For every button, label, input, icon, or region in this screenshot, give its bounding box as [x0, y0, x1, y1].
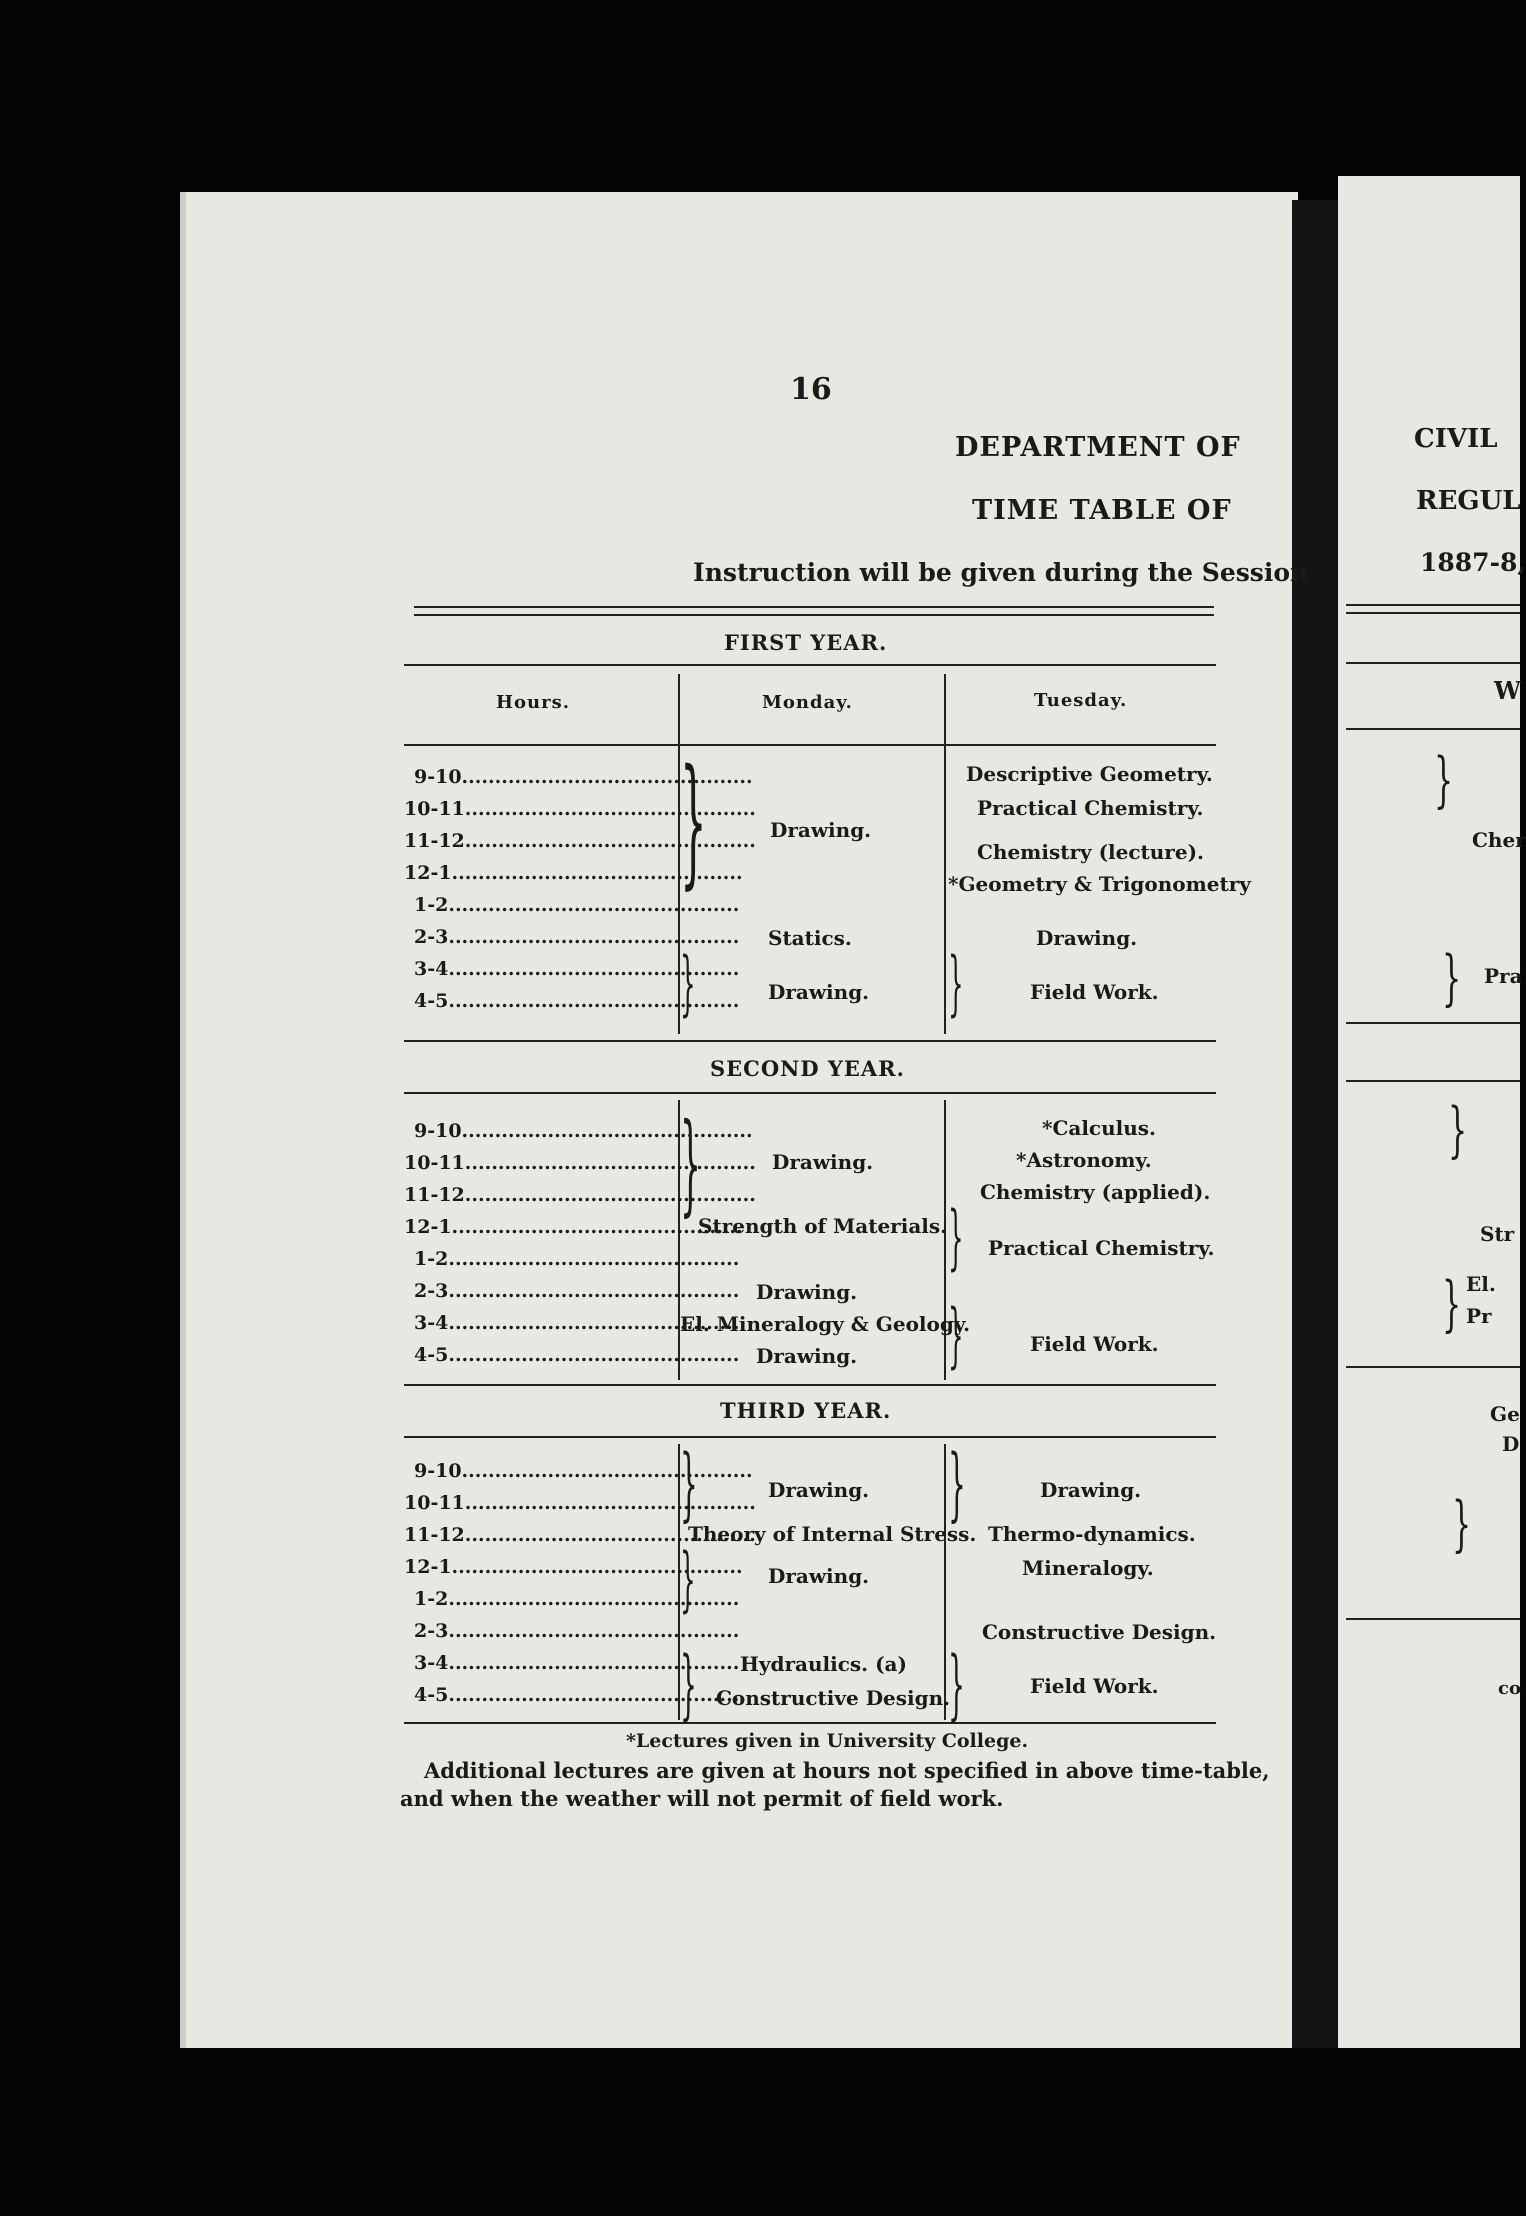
first-tuesday-descriptive: Descriptive Geometry.: [966, 762, 1213, 786]
rule: [404, 664, 1216, 666]
second-tuesday-field: Field Work.: [1030, 1332, 1159, 1356]
facing-frag: W: [1494, 676, 1521, 705]
brace: }: [680, 1437, 698, 1530]
facing-rule: [1346, 728, 1520, 730]
heading-time-table: TIME TABLE OF: [972, 495, 1232, 526]
facing-line3: 1887-8,: [1420, 548, 1526, 577]
facing-rule: [1346, 1022, 1520, 1024]
brace: }: [680, 1639, 697, 1728]
first-tuesday-field: Field Work.: [1030, 980, 1159, 1004]
heading-session: Instruction will be given during the Session: [693, 558, 1309, 587]
hour-row: 3-4............................................: [404, 958, 674, 980]
book-gutter: [1292, 200, 1338, 2048]
third-monday-drawing-2: Drawing.: [768, 1564, 870, 1588]
hour-row: 2-3............................................: [404, 1620, 674, 1642]
hour-row: 10-11............................................: [404, 1152, 756, 1174]
hour-label: 9-10: [414, 766, 462, 788]
facing-rule: [1346, 1366, 1520, 1368]
first-monday-statics: Statics.: [768, 926, 852, 950]
hour-row: 2-3............................................: [404, 926, 674, 948]
facing-line2: REGUL: [1416, 486, 1521, 516]
facing-frag: Cher: [1472, 828, 1526, 852]
second-monday-strength: Strength of Materials.: [698, 1214, 948, 1238]
hour-row: 9-10............................................: [404, 766, 674, 788]
hour-label: 10-11: [404, 1492, 465, 1514]
hour-row: 9-10............................................: [404, 1120, 674, 1142]
hour-row: 12-1............................................: [404, 862, 743, 884]
hour-row: 11-12............................................: [404, 830, 756, 852]
hour-label: 12-1: [404, 862, 452, 884]
note-line-2: and when the weather will not permit of field work.: [400, 1786, 1004, 1811]
rule: [404, 1722, 1216, 1724]
hour-row: 10-11............................................: [404, 798, 756, 820]
hour-row: 4-5............................................: [404, 1344, 674, 1366]
rule: [404, 1384, 1216, 1386]
brace: }: [680, 1099, 701, 1227]
hour-row: 1-2............................................: [404, 1588, 674, 1610]
hour-row: 12-1............................................: [404, 1556, 743, 1578]
third-tuesday-design: Constructive Design.: [982, 1620, 1217, 1644]
second-year-title: SECOND YEAR.: [710, 1056, 905, 1081]
hour-row: 3-4............................................: [404, 1312, 674, 1334]
facing-rule: [1346, 1618, 1520, 1620]
first-tuesday-chemistry: Chemistry (lecture).: [977, 840, 1204, 864]
hour-label: 1-2: [414, 894, 449, 916]
first-tuesday-drawing: Drawing.: [1036, 926, 1138, 950]
third-monday-design: Constructive Design.: [716, 1686, 951, 1710]
hour-label: 11-12: [404, 1524, 465, 1546]
facing-rule: [1346, 1080, 1520, 1082]
second-tuesday-astronomy: *Astronomy.: [1016, 1148, 1152, 1172]
facing-rule: [1346, 662, 1520, 664]
page-number: 16: [790, 372, 832, 407]
brace: }: [948, 1639, 965, 1728]
facing-page: [1338, 176, 1526, 2048]
col-divider: [944, 674, 946, 1034]
brace: }: [680, 942, 696, 1024]
hour-row: 2-3............................................: [404, 1280, 674, 1302]
second-tuesday-practical: Practical Chemistry.: [988, 1236, 1215, 1260]
hour-row: 1-2............................................: [404, 1248, 674, 1270]
facing-frag: co: [1498, 1678, 1521, 1699]
facing-rule: [1346, 604, 1520, 606]
col-divider: [944, 1444, 946, 1720]
note-line-1: Additional lectures are given at hours not specified in above time-table,: [424, 1758, 1270, 1783]
hour-label: 1-2: [414, 1248, 449, 1270]
hour-row: 11-12............................................: [404, 1524, 756, 1546]
hour-label: 2-3: [414, 1280, 449, 1302]
hour-row: 12-1............................................: [404, 1216, 743, 1238]
hour-row: 1-2............................................: [404, 894, 674, 916]
facing-brace: }: [1452, 1489, 1472, 1559]
rule: [404, 1040, 1216, 1042]
hour-row: 4-5............................................: [404, 990, 674, 1012]
second-monday-drawing-3: Drawing.: [756, 1344, 858, 1368]
rule: [404, 744, 1216, 746]
first-monday-drawing: Drawing.: [770, 818, 872, 842]
hour-label: 3-4: [414, 958, 449, 980]
brace: }: [948, 1196, 964, 1278]
double-rule: [414, 606, 1214, 608]
hour-label: 10-11: [404, 798, 465, 820]
second-monday-mineralogy: El. Mineralogy & Geology.: [680, 1312, 971, 1336]
brace: }: [948, 1437, 966, 1530]
col-divider: [944, 1100, 946, 1380]
hour-label: 3-4: [414, 1312, 449, 1334]
first-tuesday-geometry: *Geometry & Trigonometry: [948, 872, 1251, 896]
third-year-title: THIRD YEAR.: [720, 1398, 892, 1423]
hour-label: 4-5: [414, 1684, 449, 1706]
hour-label: 11-12: [404, 1184, 465, 1206]
facing-brace: }: [1448, 1095, 1468, 1165]
hour-label: 1-2: [414, 1588, 449, 1610]
hour-label: 12-1: [404, 1556, 452, 1578]
rule: [404, 1092, 1216, 1094]
hour-label: 2-3: [414, 926, 449, 948]
third-tuesday-thermo: Thermo-dynamics.: [988, 1522, 1196, 1546]
brace: }: [948, 942, 964, 1024]
hour-label: 12-1: [404, 1216, 452, 1238]
brace: }: [680, 1538, 696, 1620]
hour-label: 2-3: [414, 1620, 449, 1642]
double-rule: [414, 614, 1214, 616]
third-monday-stress: Theory of Internal Stress.: [688, 1522, 977, 1546]
facing-brace: }: [1434, 745, 1454, 815]
facing-frag: Pra: [1484, 964, 1523, 988]
brace: }: [948, 1294, 964, 1376]
facing-frag: Pr: [1466, 1304, 1492, 1328]
footnote: *Lectures given in University College.: [626, 1730, 1029, 1752]
facing-line1: CIVIL: [1414, 424, 1498, 454]
col-hours: Hours.: [496, 692, 570, 713]
hour-row: 10-11............................................: [404, 1492, 756, 1514]
hour-row: 11-12............................................: [404, 1184, 756, 1206]
hour-label: 4-5: [414, 1344, 449, 1366]
facing-brace: }: [1442, 1269, 1462, 1339]
third-tuesday-mineralogy: Mineralogy.: [1022, 1556, 1154, 1580]
hour-row: 4-5............................................: [404, 1684, 674, 1706]
hour-label: 9-10: [414, 1460, 462, 1482]
third-tuesday-field: Field Work.: [1030, 1674, 1159, 1698]
facing-brace: }: [1442, 943, 1462, 1013]
third-monday-drawing: Drawing.: [768, 1478, 870, 1502]
rule: [404, 1436, 1216, 1438]
hour-label: 11-12: [404, 830, 465, 852]
second-monday-drawing-2: Drawing.: [756, 1280, 858, 1304]
heading-department: DEPARTMENT OF: [955, 432, 1241, 463]
second-tuesday-calculus: *Calculus.: [1042, 1116, 1157, 1140]
hour-label: 4-5: [414, 990, 449, 1012]
facing-frag: Str: [1480, 1222, 1515, 1246]
hour-label: 3-4: [414, 1652, 449, 1674]
col-tuesday: Tuesday.: [1034, 690, 1128, 711]
facing-frag: Ge: [1490, 1402, 1520, 1426]
col-monday: Monday.: [762, 692, 853, 713]
first-year-title: FIRST YEAR.: [724, 630, 888, 655]
third-tuesday-drawing: Drawing.: [1040, 1478, 1142, 1502]
facing-rule: [1346, 612, 1520, 614]
hour-row: 9-10............................................: [404, 1460, 674, 1482]
facing-frag: El.: [1466, 1272, 1496, 1296]
brace: }: [680, 740, 707, 903]
third-monday-hydraulics: Hydraulics. (a): [740, 1652, 907, 1676]
second-tuesday-chemistry: Chemistry (applied).: [980, 1180, 1211, 1204]
hour-row: 3-4............................................: [404, 1652, 674, 1674]
first-monday-drawing-2: Drawing.: [768, 980, 870, 1004]
hour-label: 10-11: [404, 1152, 465, 1174]
hour-label: 9-10: [414, 1120, 462, 1142]
facing-frag: D: [1502, 1432, 1520, 1456]
first-tuesday-practical: Practical Chemistry.: [977, 796, 1204, 820]
second-monday-drawing: Drawing.: [772, 1150, 874, 1174]
